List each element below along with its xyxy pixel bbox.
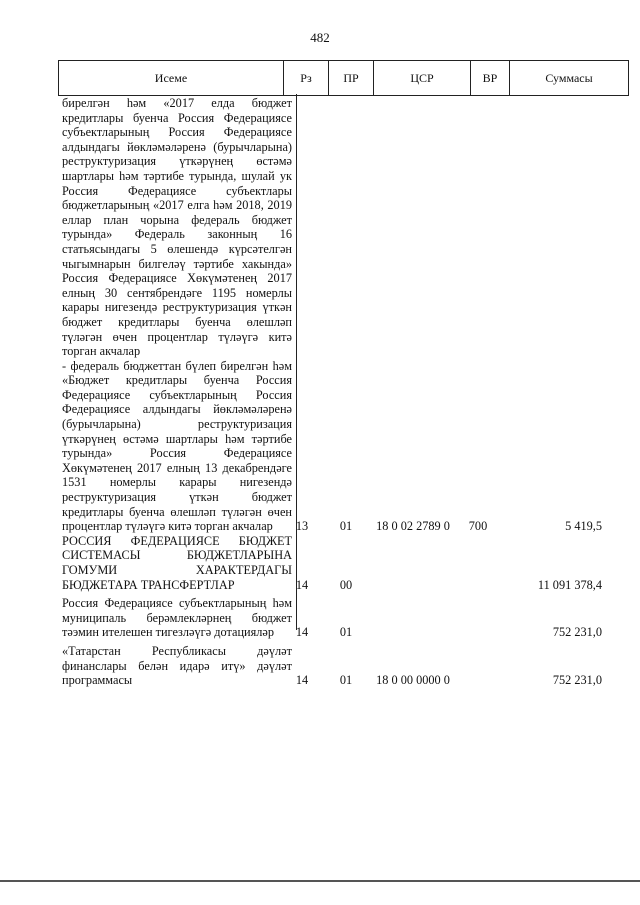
row-csr: 18 0 02 2789 0 [376, 519, 450, 534]
row-pr: 00 [339, 577, 353, 592]
row-sum: 752 231,0 [552, 625, 602, 640]
table-header [58, 60, 629, 96]
row-vr: 700 [468, 519, 488, 534]
header-csr: ЦСР [374, 61, 471, 96]
row-sum: 11 091 378,4 [537, 577, 602, 592]
row-sum: 752 231,0 [552, 673, 602, 688]
row-rz: 13 [295, 519, 309, 534]
table-body [62, 96, 629, 688]
header-pr: ПР [329, 61, 374, 96]
row-description: РОССИЯ ФЕДЕРАЦИЯСЕ БЮДЖЕТ СИСТЕМАСЫ БЮДЖЕТЛАРЫНА ГОМУМИ ХАРАКТЕРДАГЫ БЮДЖЕТАРА ТРАНСФЕРТЛАР [62, 533, 292, 592]
row-description: бирелгән һәм «2017 елда бюджет кредитлары буенча Россия Федерациясе субъектларының Россия Федерациясе алдындагы йөкләмәләренә (бурычларына) реструктуризация үткәрүнең өстәмә шартлары һәм тәртибе турында, шулай ук Россия Федерациясе субъектлары бюджетларының «2017 елга һәм 2018, 2019 еллар план чорына федераль бюджет турында» Федераль законның 16 статьясындагы 5 өлешендә күрсәтелгән чыгымнарын билгеләү тәртибе хакында» Россия Федерациясе Хөкүмәтенең 2017 елның 30 сентябрендәге 1195 номерлы карары нигезендә реструктуризация үткән бюджет кредитлары буенча өлешләп түләгән өчен процентлар түләүгә китә торган акчалар [62, 96, 292, 359]
row-pr: 01 [339, 519, 353, 534]
row-pr: 01 [339, 625, 353, 640]
table-row [62, 96, 629, 359]
row-csr: 18 0 00 0000 0 [376, 673, 450, 688]
table-row [62, 596, 629, 640]
row-rz: 14 [295, 577, 309, 592]
table-row [62, 644, 629, 688]
row-rz: 14 [295, 625, 309, 640]
header-name: Исеме [59, 61, 284, 96]
row-description: Россия Федерациясе субъектларының һәм муниципаль берәмлекләрнең бюджет тәэмин ителешен тигезләүгә дотацияләр [62, 596, 292, 640]
row-description: «Татарстан Республикасы дәүләт финанслары белән идарә итү» дәүләт программасы [62, 643, 292, 688]
scan-edge-line [0, 880, 640, 882]
row-pr: 01 [339, 673, 353, 688]
table-row [62, 534, 629, 592]
header-sum: Суммасы [510, 61, 629, 96]
page-number: 482 [310, 30, 330, 45]
header-rz: Рз [284, 61, 329, 96]
header-vr: ВР [471, 61, 510, 96]
row-description: - федераль бюджеттан бүлеп бирелгән һәм «Бюджет кредитлары буенча Россия Федерациясе субъектларының Россия Федерациясе алдындагы йөкләмәләренә (бурычларына) реструктуризация үткәрүнең өстәмә шартлары һәм тәртибе турында» Россия Федерациясе Хөкүмәтенең 2017 елның 13 декабрендәге 1531 номерлы карары нигезендә реструктуризация үткән бюджет кредитлары буенча өлешләп түләгән өчен процентлар түләүгә китә торган акчалар [62, 358, 292, 534]
row-sum: 5 419,5 [565, 519, 602, 534]
table-row [62, 359, 629, 534]
row-rz: 14 [295, 673, 309, 688]
